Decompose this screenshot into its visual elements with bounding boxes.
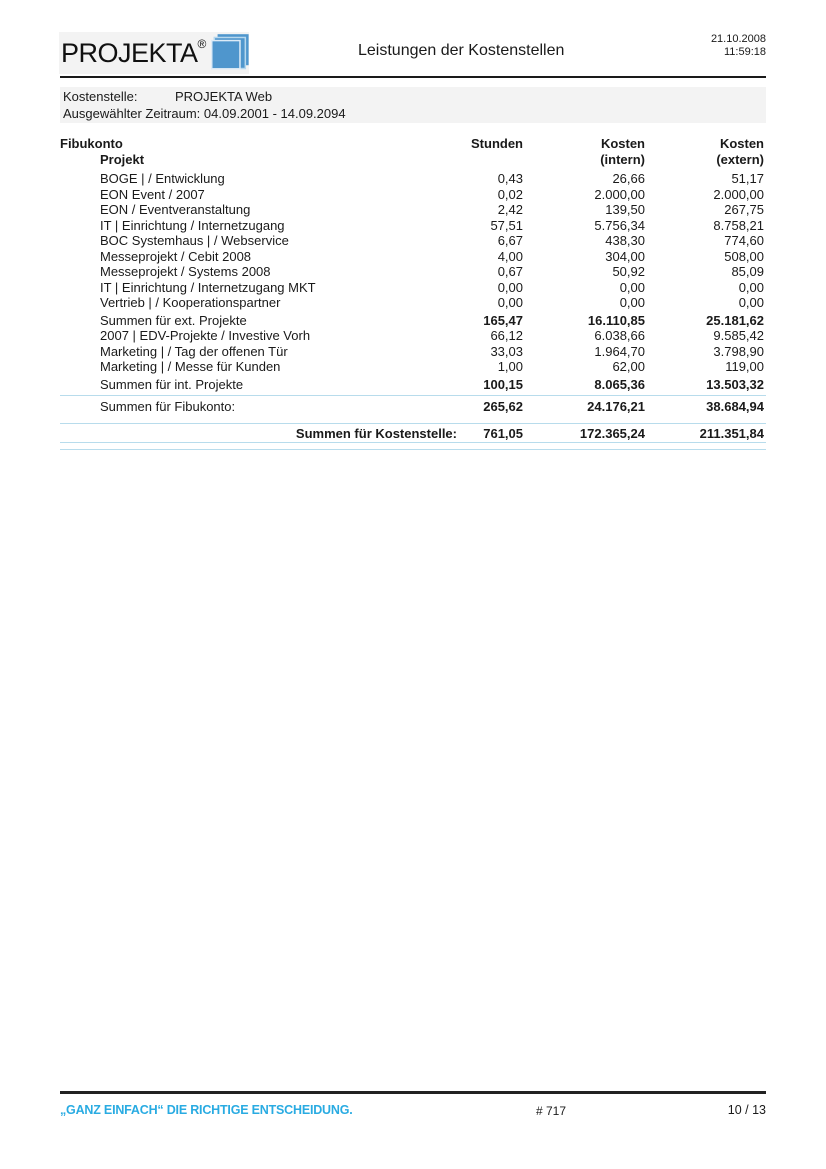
footer-slogan: „GANZ EINFACH“ DIE RICHTIGE ENTSCHEIDUNG. xyxy=(60,1103,353,1117)
table-row xyxy=(60,187,766,203)
footer-divider xyxy=(60,1091,766,1094)
project-label: IT | Einrichtung / Internetzugang MKT xyxy=(100,279,316,295)
kosten-extern-value: 51,17 xyxy=(731,171,764,186)
stunden-value: 100,15 xyxy=(483,376,523,392)
project-label: Marketing | / Tag der offenen Tür xyxy=(100,343,288,359)
column-subheader-extern: (extern) xyxy=(716,151,764,167)
kosten-extern-value: 2.000,00 xyxy=(713,186,764,202)
project-label: EON / Eventveranstaltung xyxy=(100,202,251,217)
project-label: IT | Einrichtung / Internetzugang xyxy=(100,217,285,233)
project-label: Messeprojekt / Systems 2008 xyxy=(100,264,271,279)
table-row xyxy=(60,249,766,265)
projekta-stacked-squares-icon xyxy=(211,33,249,73)
table-row xyxy=(60,280,766,296)
table-row xyxy=(60,359,766,375)
table-header-row-2 xyxy=(60,152,766,168)
kosten-extern-value: 119,00 xyxy=(725,359,764,374)
kosten-extern-value: 3.798,90 xyxy=(713,343,764,359)
column-subheader-projekt: Projekt xyxy=(100,151,145,167)
print-date: 21.10.2008 xyxy=(710,33,766,45)
kosten-intern-value: 2.000,00 xyxy=(594,186,645,202)
stunden-value: 2,42 xyxy=(497,202,523,217)
kosten-intern-value: 62,00 xyxy=(612,359,645,374)
kosten-extern-value: 25.181,62 xyxy=(706,312,764,328)
kosten-extern-value: 38.684,94 xyxy=(706,399,764,414)
page-title: Leistungen der Kostenstellen xyxy=(358,42,565,59)
subtotal-row-int-projekte xyxy=(60,377,766,393)
kosten-intern-value: 50,92 xyxy=(612,264,645,279)
stunden-value: 0,00 xyxy=(497,279,523,295)
column-header-kosten-extern: Kosten xyxy=(719,136,764,151)
stunden-value: 1,00 xyxy=(497,359,523,374)
kosten-intern-value: 304,00 xyxy=(605,248,645,264)
project-label: EON Event / 2007 xyxy=(100,186,205,202)
kosten-intern-value: 1.964,70 xyxy=(594,343,645,359)
kosten-intern-value: 5.756,34 xyxy=(594,217,645,233)
table-header-row-1 xyxy=(60,136,766,152)
stunden-value: 66,12 xyxy=(490,328,523,343)
stunden-value: 265,62 xyxy=(483,399,523,414)
kosten-extern-value: 211.351,84 xyxy=(699,425,764,441)
column-subheader-intern: (intern) xyxy=(600,151,645,167)
kosten-extern-value: 267,75 xyxy=(724,202,764,217)
table-row xyxy=(60,202,766,218)
kostenstelle-total-label: Summen für Kostenstelle: xyxy=(295,425,457,441)
table-row xyxy=(60,328,766,344)
kosten-extern-value: 13.503,32 xyxy=(706,376,764,392)
project-label: Marketing | / Messe für Kunden xyxy=(100,359,281,374)
kosten-extern-value: 508,00 xyxy=(724,248,764,264)
timerange-line xyxy=(63,105,766,122)
kosten-intern-value: 24.176,21 xyxy=(587,399,645,414)
divider-bottom xyxy=(60,449,766,450)
stunden-value: 761,05 xyxy=(483,425,523,441)
timerange-value: 04.09.2001 - 14.09.2094 xyxy=(203,106,346,121)
divider-below-kostenstelle-total xyxy=(60,442,766,443)
kosten-intern-value: 438,30 xyxy=(605,233,645,248)
kosten-extern-value: 9.585,42 xyxy=(713,328,764,343)
project-label: BOGE | / Entwicklung xyxy=(100,171,225,186)
kosten-intern-value: 26,66 xyxy=(612,171,645,186)
print-datetime xyxy=(711,33,766,59)
costcenter-label: Kostenstelle: xyxy=(63,89,138,104)
project-label: BOC Systemhaus | / Webservice xyxy=(100,233,289,248)
kosten-intern-value: 0,00 xyxy=(619,279,645,295)
registered-trademark-symbol: ® xyxy=(197,37,207,51)
print-time: 11:59:18 xyxy=(723,46,766,58)
stunden-value: 4,00 xyxy=(497,248,523,264)
logo xyxy=(59,32,249,74)
table-row xyxy=(60,264,766,280)
subtotal-label: Summen für ext. Projekte xyxy=(100,312,247,328)
kosten-intern-value: 172.365,24 xyxy=(579,425,645,441)
kosten-intern-value: 139,50 xyxy=(605,202,645,217)
stunden-value: 0,43 xyxy=(497,171,523,186)
kosten-extern-value: 85,09 xyxy=(731,264,764,279)
stunden-value: 57,51 xyxy=(490,217,523,233)
column-header-kosten-intern: Kosten xyxy=(600,136,645,151)
stunden-value: 6,67 xyxy=(497,233,523,248)
stunden-value: 33,03 xyxy=(490,343,523,359)
subtotal-row-ext-projekte xyxy=(60,313,766,329)
kosten-intern-value: 6.038,66 xyxy=(594,328,645,343)
table-row xyxy=(60,171,766,187)
table-row xyxy=(60,233,766,249)
kosten-extern-value: 8.758,21 xyxy=(713,217,764,233)
divider-above-kostenstelle-total xyxy=(60,423,766,424)
stunden-value: 0,67 xyxy=(497,264,523,279)
costcenter-table xyxy=(60,136,766,450)
kosten-extern-value: 774,60 xyxy=(724,233,764,248)
stunden-value: 0,00 xyxy=(497,295,523,310)
costcenter-line xyxy=(63,88,766,105)
logo-text: PROJEKTA® xyxy=(61,37,207,68)
timerange-label: Ausgewählter Zeitraum: xyxy=(63,106,201,121)
stunden-value: 0,02 xyxy=(497,186,523,202)
kosten-intern-value: 8.065,36 xyxy=(594,376,645,392)
costcenter-value: PROJEKTA Web xyxy=(175,89,273,104)
divider-above-fibukonto-total xyxy=(60,395,766,396)
fibukonto-total-label: Summen für Fibukonto: xyxy=(100,399,236,414)
stunden-value: 165,47 xyxy=(483,312,523,328)
table-row xyxy=(60,295,766,311)
subtotal-label: Summen für int. Projekte xyxy=(100,376,244,392)
table-row xyxy=(60,344,766,360)
column-header-stunden: Stunden xyxy=(471,136,523,151)
project-label: Vertrieb | / Kooperationspartner xyxy=(100,295,281,310)
costcenter-info-box xyxy=(60,87,766,123)
fibukonto-total-row xyxy=(60,399,766,415)
kosten-intern-value: 0,00 xyxy=(619,295,645,310)
project-label: Messeprojekt / Cebit 2008 xyxy=(100,248,252,264)
kosten-extern-value: 0,00 xyxy=(738,295,764,310)
kosten-extern-value: 0,00 xyxy=(738,279,764,295)
project-label: 2007 | EDV-Projekte / Investive Vorh xyxy=(100,328,311,343)
kostenstelle-total-row xyxy=(60,426,766,442)
header-divider xyxy=(60,76,766,78)
footer-document-number: # 717 xyxy=(536,1104,567,1118)
kosten-intern-value: 16.110,85 xyxy=(587,312,645,328)
table-row xyxy=(60,218,766,234)
footer-page-number: 10 / 13 xyxy=(727,1103,766,1117)
column-header-fibukonto: Fibukonto xyxy=(60,136,123,151)
